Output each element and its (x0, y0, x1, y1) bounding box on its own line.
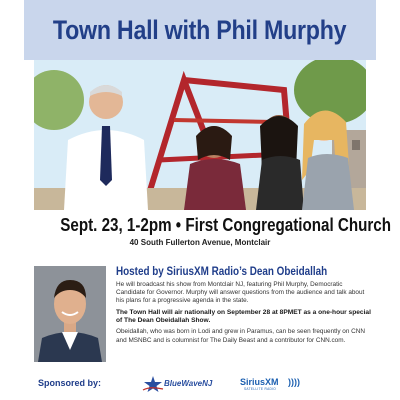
event-date-venue (24, 214, 391, 236)
event-separator: • (175, 214, 182, 235)
bluewave-nj-logo (142, 374, 222, 394)
host-paragraph-air-date: The Town Hall will air nationally on September 28 at 8PMET as a one-hour special of The Dean Obeidallah Show. (116, 308, 371, 325)
event-photo (34, 60, 366, 210)
playground-photo-illustration (34, 60, 366, 210)
flyer-title: Town Hall with Phil Murphy (53, 14, 347, 45)
event-venue: First Congregational Church (185, 214, 391, 235)
event-date-time: Sept. 23, 1-2pm (60, 214, 172, 235)
bluewave-star-icon (142, 374, 164, 394)
flyer (24, 0, 391, 400)
event-address: 40 South Fullerton Avenue, Montclair (129, 238, 271, 247)
bluewave-nj-name: BlueWaveNJ (164, 379, 213, 388)
siriusxm-waves-icon: )))) (288, 377, 300, 387)
host-portrait (34, 266, 106, 362)
siriusxm-name: SiriusXM (240, 377, 279, 387)
sponsored-by-label: Sponsored by: (38, 378, 102, 388)
host-heading: Hosted by SiriusXM Radio’s Dean Obeidallah (116, 266, 328, 278)
sponsors-row (24, 374, 376, 394)
siriusxm-subtitle: SATELLITE RADIO (244, 387, 277, 391)
host-paragraph-bio: Obeidallah, who was born in Lodi and grew in Paramus, can be seen frequently on CNN and MSNBC and is columnist for The Daily Beast and a contributor for CNN.com. (116, 328, 366, 344)
host-paragraph-broadcast: He will broadcast his show from Montclair NJ, featuring Phil Murphy, Democratic Candidate for Governor. Murphy will answer questions from the audience and talk about his plans for a progressive agenda in the state. (116, 281, 365, 305)
header-banner (24, 0, 376, 60)
host-section (116, 266, 372, 348)
siriusxm-logo (238, 374, 308, 394)
host-portrait-illustration (34, 266, 106, 362)
